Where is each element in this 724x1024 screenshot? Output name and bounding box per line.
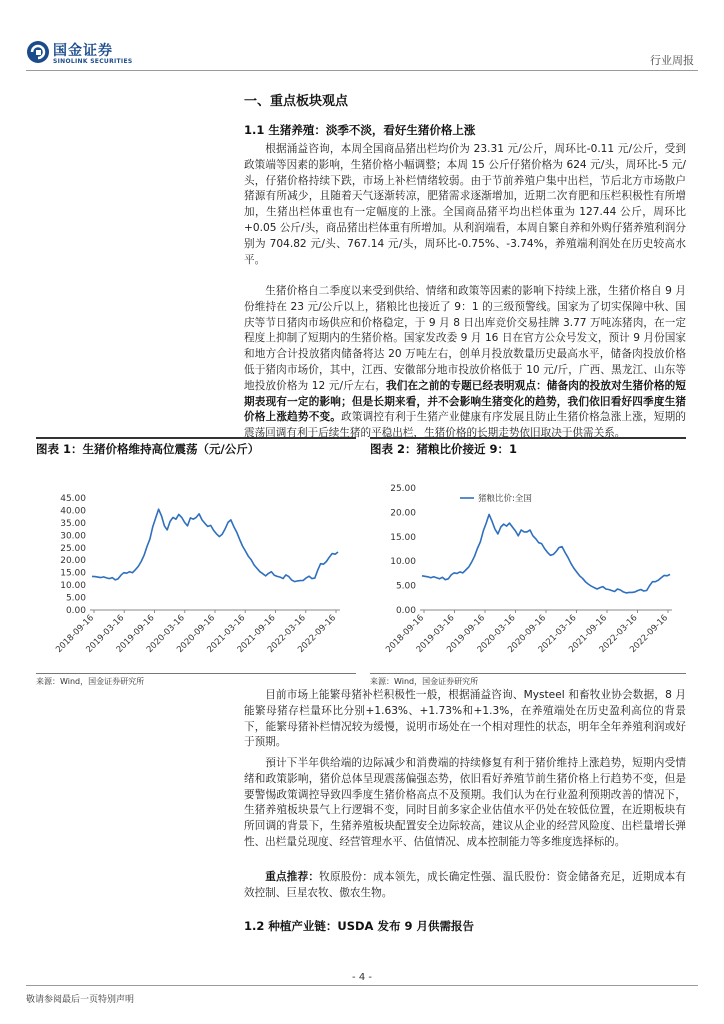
chart2-y-tick-label: 20.00 — [390, 508, 416, 519]
chart2-y-tick-label: 25.00 — [390, 484, 416, 494]
chart1-y-tick-label: 10.00 — [60, 581, 86, 592]
paragraph-pig-price: 根据涌益咨询，本周全国商品猪出栏均价为 23.31 元/公斤，周环比-0.11 元/公斤，受到政策端等因素的影响，生猪价格小幅调整；本周 15 公斤仔猪价格为 624 元/头，周环比-5 元/头，仔猪价格持续下跌，市场上补栏情绪较弱。由于节前养殖户集中出栏，节后北方市场散户猪源有所减少，且随着天气逐渐转凉，肥猪需求逐渐增加，近期二次育肥和压栏积极性有所增加，生猪出栏体重也有一定幅度的上涨。全国商品猪平均出栏体重为 127.44 公斤，周环比 +0.05 公斤/头，商品猪出栏体重有所增加。从利润端看，本周自繁自养和外购仔猪养殖利润分别为 704.82 元/头、767.14 元/头，周环比-0.75%、-3.74%，养殖端利润处在历史较高水平。 — [244, 143, 686, 266]
chart2-x-tick-label: 2018-09-16 — [384, 613, 427, 656]
figure1-title: 图表 1：生猪价格维持高位震荡（元/公斤） — [36, 437, 356, 459]
chart2-x-tick-label: 2022-03-16 — [597, 613, 640, 656]
chart1-x-tick-label: 2021-09-16 — [235, 613, 278, 656]
chart1-x-tick-label: 2018-09-16 — [54, 613, 97, 656]
company-logo-english: SINOLINK SECURITIES — [53, 58, 133, 65]
chart1-y-tick-label: 5.00 — [65, 593, 86, 604]
subsection-title-pig: 1.1 生猪养殖：淡季不淡，看好生猪价格上涨 — [244, 123, 476, 137]
chart2-y-tick-label: 10.00 — [390, 557, 416, 568]
chart2-y-tick-label: 5.00 — [395, 581, 416, 592]
chart2-x-tick-label: 2021-03-16 — [536, 613, 579, 656]
section-title: 一、重点板块观点 — [244, 94, 349, 109]
page-number: - 4 - — [352, 972, 372, 983]
chart1-x-tick-label: 2020-03-16 — [144, 613, 187, 656]
chart2-x-tick-label: 2021-09-16 — [567, 613, 610, 656]
chart2-series-line — [422, 514, 670, 593]
chart1-x-tick-label: 2022-03-16 — [265, 613, 308, 656]
chart1-y-tick-label: 25.00 — [60, 543, 86, 554]
paragraph-policy — [244, 284, 686, 442]
recommendation — [244, 870, 686, 902]
recommendation-label: 重点推荐： — [265, 871, 320, 883]
footer-disclaimer: 敬请参阅最后一页特别声明 — [26, 995, 135, 1005]
chart2-x-tick-label: 2020-09-16 — [506, 613, 549, 656]
chart1-y-tick-label: 0.00 — [65, 606, 86, 616]
chart1-series-line — [92, 509, 338, 581]
chart2-x-tick-label: 2019-03-16 — [414, 613, 457, 656]
chart1-y-tick-label: 40.00 — [60, 506, 86, 517]
chart2-y-tick-label: 0.00 — [395, 606, 416, 616]
figure2-chart — [370, 458, 686, 670]
chart2-x-tick-label: 2022-09-16 — [628, 613, 671, 656]
chart2-legend-label: 猪粮比价:全国 — [478, 494, 532, 504]
chart2-x-tick-label: 2019-09-16 — [445, 613, 488, 656]
figure1-source: 来源：Wind，国金证券研究所 — [36, 677, 145, 686]
chart1-y-tick-label: 35.00 — [60, 518, 86, 529]
figure1-chart — [36, 458, 356, 670]
chart1-y-tick-label: 15.00 — [60, 568, 86, 579]
chart1-x-tick-label: 2021-03-16 — [205, 613, 248, 656]
chart1-y-tick-label: 20.00 — [60, 556, 86, 567]
chart2-x-tick-label: 2020-03-16 — [475, 613, 518, 656]
chart1-y-tick-label: 30.00 — [60, 531, 86, 542]
paragraph-policy-bold: 我们在之前的专题已经表明观点：储备肉的投放对生猪价格的短期表现有一定的影响；但是长期来看，并不会影响生猪变化的趋势，我们依旧看好四季度生猪价格上涨趋势不变。 — [244, 379, 686, 424]
figure2-title: 图表 2：猪粮比价接近 9：1 — [370, 437, 686, 459]
paragraph-sow-inventory: 目前市场上能繁母猪补栏积极性一般，根据涌益咨询、Mysteel 和畜牧业协会数据，8 月能繁母猪存栏量环比分别+1.63%、+1.73%和+1.3%，在养殖端处在历史盈利高位的背景下，能繁母猪补栏情况较为缓慢，说明市场处在一个相对理性的状态，明年全年养殖利润或好于预期。 — [244, 689, 686, 749]
paragraph-policy-tail: 政策调控有利于生猪产业健康有序发展且防止生猪价格急涨上涨，短期的震荡回调有利于后续生猪的平稳出栏，生猪价格的长期走势依旧取决于供需关系。 — [244, 411, 687, 440]
paragraph-policy-text: 生猪价格自二季度以来受到供给、情绪和政策等因素的影响下持续上涨，生猪价格自 9 月份维持在 23 元/公斤以上，猪粮比也接近了 9：1 的三级预警线。国家为了切实保障中秋、国庆等节日猪肉市场供应和价格稳定，于 9 月 8 日出库竞价交易挂牌 3.77 万吨冻猪肉，在一定程度上抑制了短期内的生猪价格。国家发改委 9 月 16 日在官方公众号发文，预计 9 月份国家和地方合计投放猪肉储备将达 20 万吨左右，创单月投放数量历史最高水平，储备肉投放价格低于猪肉市场价，其中，江西、安徽部分地市投放价格低于 10 元/斤，广西、黑龙江、山东等地投放价格为 12 元/斤左右， — [244, 285, 686, 392]
figure2-source: 来源：Wind，国金证券研究所 — [370, 677, 479, 686]
recommendation-text: 牧原股份：成本领先，成长确定性强、温氏股份：资金储备充足，近期成本有效控制、巨星农牧、傲农生物。 — [244, 871, 687, 899]
company-logo-name: 国金证券 — [53, 43, 113, 59]
chart1-x-tick-label: 2019-09-16 — [114, 613, 157, 656]
chart1-y-tick-label: 45.00 — [60, 494, 86, 504]
paragraph-outlook: 預计下半年供给端的边际减少和消费端的持续修复有利于猪价维持上涨趋势，短期内受情绪和政策影响，猪价总体呈现震荡偏强态势，依旧看好养殖节前生猪价格上行趋势不变，但是要警惕政策调控导致四季度生猪价格高点不及预期。我们认为在行业盈利预期改善的情况下，生猪养殖板块景气上行逻辑不变，同时目前多家企业估值水平仍处在较低位置，在近期板块有所回调的背景下，生猪养殖板块配置安全边际较高，建议从企业的经营风险度、出栏量增长弹性、出栏量兑现度、经营管理水平、估值情况、成本控制能力等多维度选择标的。 — [244, 757, 686, 848]
chart1-x-tick-label: 2020-09-16 — [175, 613, 218, 656]
header-divider — [26, 70, 698, 71]
chart1-x-tick-label: 2019-03-16 — [84, 613, 127, 656]
footer-divider — [26, 985, 698, 986]
chart1-x-tick-label: 2022-09-16 — [296, 613, 339, 656]
company-logo-icon — [26, 40, 50, 64]
report-type-label: 行业周报 — [650, 54, 694, 67]
chart2-y-tick-label: 15.00 — [390, 532, 416, 543]
subsection-title-crop: 1.2 种植产业链：USDA 发布 9 月供需报告 — [244, 919, 474, 933]
